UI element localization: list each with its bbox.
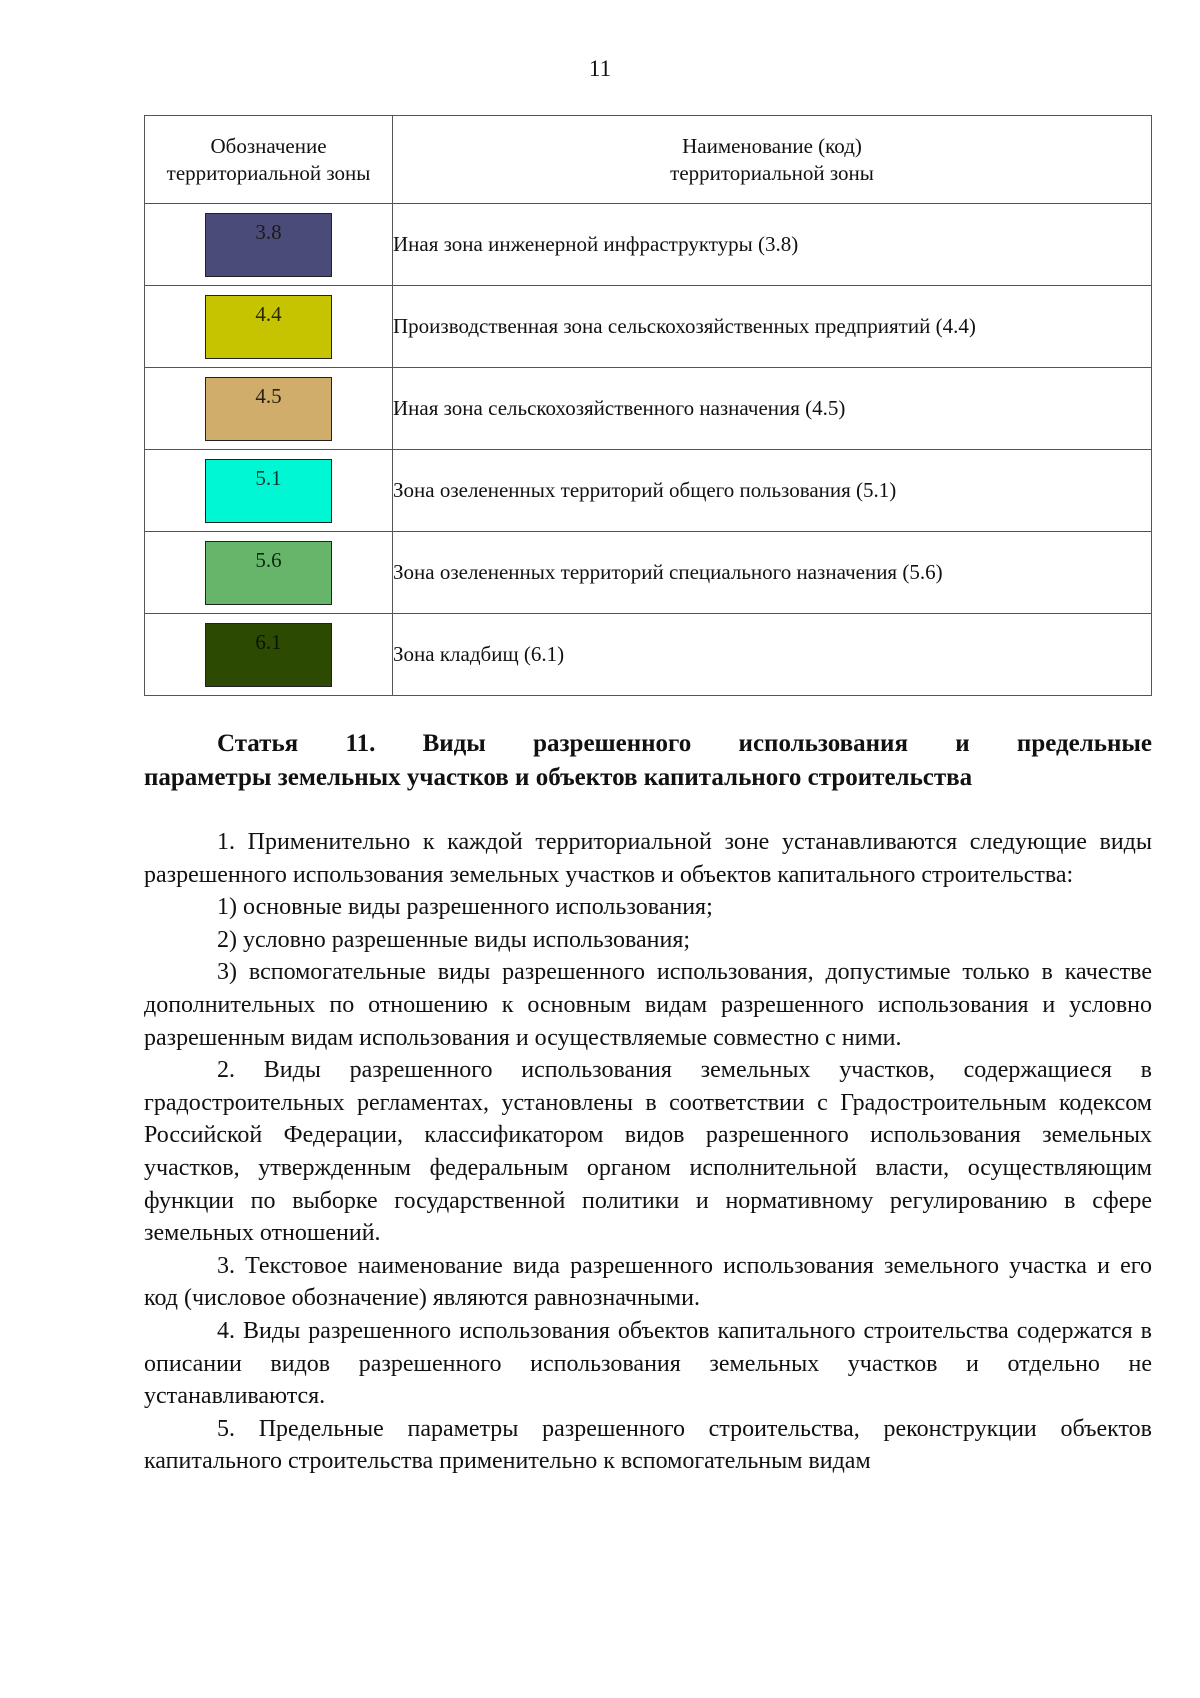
table-row	[145, 204, 1152, 286]
zone-rows	[145, 204, 1152, 696]
zone-designation-cell	[145, 204, 393, 286]
zone-designation-cell	[145, 286, 393, 368]
zone-designation-cell	[145, 368, 393, 450]
zone-color-swatch: 4.5	[205, 377, 332, 441]
paragraph: 5. Предельные параметры разрешенного строительства, реконструкции объектов капитального строительства применительно к вспомогательным видам	[144, 1415, 1152, 1475]
header-name-line1: Наименование (код)	[682, 133, 862, 158]
table-row	[145, 286, 1152, 368]
article-title-line1: Статья 11. Виды разрешенного использования и предельные	[217, 730, 1152, 757]
article-title-line2: параметры земельных участков и объектов капитального строительства	[144, 764, 973, 791]
paragraph: 2. Виды разрешенного использования земельных участков, содержащиеся в градостроительных регламентах, установлены в соответствии с Градостроительным кодексом Российской Федерации, классификатором видов разрешенного использования земельных участков, утвержденным федеральным органом исполнительной власти, осуществляющим функции по выборке государственной политики и нормативному регулированию в сфере земельных отношений.	[144, 1057, 1152, 1247]
zone-designation-cell	[145, 614, 393, 696]
zone-color-swatch: 4.4	[205, 295, 332, 359]
zone-name-cell: Иная зона сельскохозяйственного назначения (4.5)	[393, 368, 1152, 450]
zone-color-swatch: 5.6	[205, 541, 332, 605]
table-header-row	[145, 116, 1152, 204]
paragraph: 1) основные виды разрешенного использования;	[217, 894, 713, 921]
zones-table	[144, 115, 1152, 696]
zone-name-cell: Зона озелененных территорий общего пользования (5.1)	[393, 450, 1152, 532]
zone-name-cell: Зона кладбищ (6.1)	[393, 614, 1152, 696]
zone-name-cell: Иная зона инженерной инфраструктуры (3.8)	[393, 204, 1152, 286]
header-name-line2: территориальной зоны	[670, 160, 874, 185]
zone-color-swatch: 5.1	[205, 459, 332, 523]
table-row	[145, 450, 1152, 532]
zone-name-cell: Производственная зона сельскохозяйственных предприятий (4.4)	[393, 286, 1152, 368]
paragraph: 1. Применительно к каждой территориальной зоне устанавливаются следующие виды разрешенного использования земельных участков и объектов капитального строительства:	[144, 829, 1152, 888]
table-row	[145, 614, 1152, 696]
zone-color-swatch: 3.8	[205, 213, 332, 277]
paragraph: 3) вспомогательные виды разрешенного использования, допустимые только в качестве дополнительных по отношению к основным видам разрешенного использования и условно разрешенным видам использования и осуществляемые совместно с ними.	[144, 959, 1152, 1051]
header-name	[393, 116, 1152, 204]
page-number: 11	[588, 56, 612, 81]
article-title	[144, 727, 1152, 795]
paragraph: 2) условно разрешенные виды использования;	[217, 926, 691, 953]
table-row	[145, 368, 1152, 450]
zone-name-cell: Зона озелененных территорий специального назначения (5.6)	[393, 532, 1152, 614]
zone-designation-cell	[145, 532, 393, 614]
zone-color-swatch: 6.1	[205, 623, 332, 687]
table-row	[145, 532, 1152, 614]
article-body	[144, 826, 1152, 1478]
paragraph: 4. Виды разрешенного использования объектов капитального строительства содержатся в описании видов разрешенного использования земельных участков и отдельно не устанавливаются.	[144, 1317, 1152, 1410]
zone-designation-cell	[145, 450, 393, 532]
header-designation: Обозначение территориальной зоны	[145, 116, 393, 204]
paragraph: 3. Текстовое наименование вида разрешенного использования земельного участка и его код (числовое обозначение) являются равнозначными.	[144, 1252, 1152, 1312]
